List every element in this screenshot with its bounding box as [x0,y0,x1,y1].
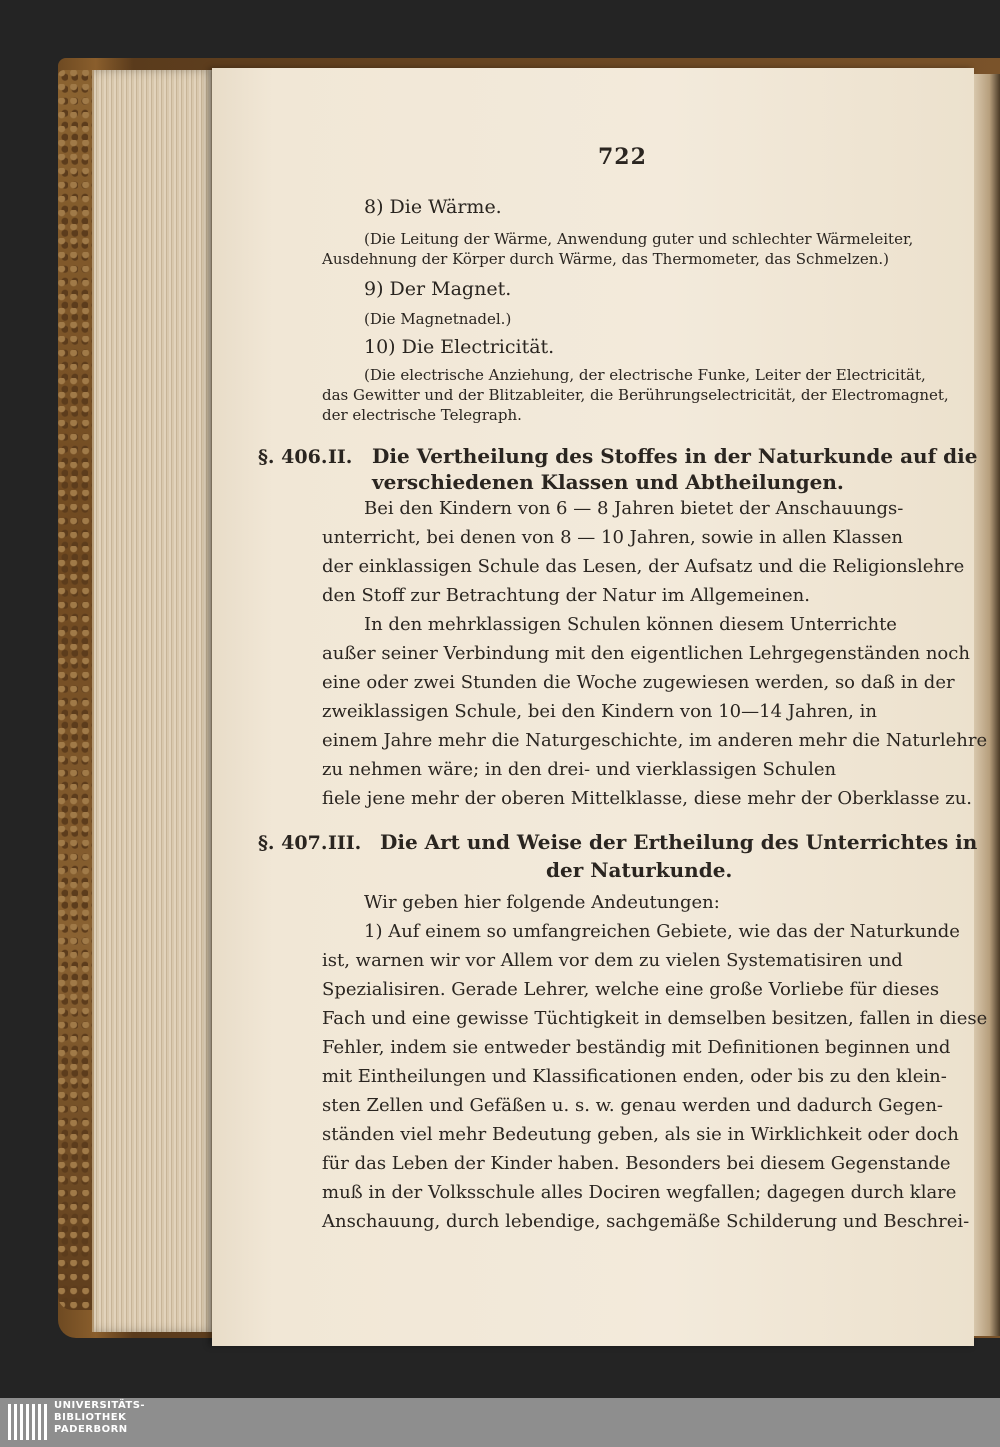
library-footer-banner [0,1398,1000,1447]
section-heading-407-cont: der Naturkunde. [546,858,733,882]
text-line: einem Jahre mehr die Naturgeschichte, im anderen mehr die Naturlehre [322,730,988,751]
footer-line-2: BIBLIOTHEK [54,1412,127,1423]
text-line: für das Leben der Kinder haben. Besonders bei diesem Gegenstande [322,1153,951,1174]
item-heading-electricitaet: 10) Die Electricität. [364,336,555,358]
text-line: (Die Leitung der Wärme, Anwendung guter und schlechter Wärmeleiter, [364,230,914,248]
item-heading-magnet: 9) Der Magnet. [364,278,512,300]
book-spine [58,70,92,1310]
text-line: Anschauung, durch lebendige, sachgemäße Schilderung und Beschrei- [322,1211,970,1232]
footer-line-1: UNIVERSITÄTS- [54,1400,146,1411]
section-heading-406-cont: verschiedenen Klassen und Abtheilungen. [372,470,844,494]
text-line: Spezialisiren. Gerade Lehrer, welche eine große Vorliebe für dieses [322,979,940,1000]
text-line: der electrische Telegraph. [322,406,522,424]
text-line: ständen viel mehr Bedeutung geben, als sie in Wirklichkeit oder doch [322,1124,959,1145]
section-heading-407: Die Art und Weise der Ertheilung des Unterrichtes in [380,830,978,854]
footer-line-3: PADERBORN [54,1424,128,1435]
section-roman-407: III. [328,832,362,854]
text-line: sten Zellen und Gefäßen u. s. w. genau werden und dadurch Gegen- [322,1095,943,1116]
text-line: fiele jene mehr der oberen Mittelklasse, diese mehr der Oberklasse zu. [322,788,973,809]
text-line: eine oder zwei Stunden die Woche zugewiesen werden, so daß in der [322,672,955,693]
facing-page-edge [974,74,1000,1336]
text-line: der einklassigen Schule das Lesen, der Aufsatz und die Religionslehre [322,556,965,577]
text-line: ist, warnen wir vor Allem vor dem zu vielen Systematisiren und [322,950,903,971]
text-line: Bei den Kindern von 6 — 8 Jahren bietet der Anschauungs- [364,498,904,519]
section-number-407: §. 407. [258,832,328,854]
text-line: das Gewitter und der Blitzableiter, die Berührungselectricität, der Electromagnet, [322,386,949,404]
text-line: Fehler, indem sie entweder beständig mit Definitionen beginnen und [322,1037,951,1058]
page-number: 722 [598,144,647,170]
library-logo-icon [4,1400,52,1444]
text-line: 1) Auf einem so umfangreichen Gebiete, wie das der Naturkunde [364,921,960,942]
text-line: außer seiner Verbindung mit den eigentlichen Lehrgegenständen noch [322,643,970,664]
text-line: zweiklassigen Schule, bei den Kindern von 10—14 Jahren, in [322,701,877,722]
text-line: unterricht, bei denen von 8 — 10 Jahren, sowie in allen Klassen [322,527,904,548]
page-stack [92,70,216,1332]
text-line: den Stoff zur Betrachtung der Natur im Allgemeinen. [322,585,810,606]
text-line: mit Eintheilungen und Klassificationen enden, oder bis zu den klein- [322,1066,947,1087]
section-number-406: §. 406. [258,446,328,468]
section-heading-406: Die Vertheilung des Stoffes in der Naturkunde auf die [372,444,978,468]
item-heading-waerme: 8) Die Wärme. [364,196,502,218]
section-roman-406: II. [328,446,353,468]
text-line: zu nehmen wäre; in den drei- und vierklassigen Schulen [322,759,837,780]
text-line: (Die electrische Anziehung, der electrische Funke, Leiter der Electricität, [364,366,926,384]
text-line: Fach und eine gewisse Tüchtigkeit in demselben besitzen, fallen in diese [322,1008,988,1029]
text-line: muß in der Volksschule alles Dociren wegfallen; dagegen durch klare [322,1182,957,1203]
text-line: (Die Magnetnadel.) [364,310,512,328]
text-line: Ausdehnung der Körper durch Wärme, das Thermometer, das Schmelzen.) [322,250,889,268]
text-line: Wir geben hier folgende Andeutungen: [364,892,720,913]
text-line: In den mehrklassigen Schulen können diesem Unterrichte [364,614,897,635]
